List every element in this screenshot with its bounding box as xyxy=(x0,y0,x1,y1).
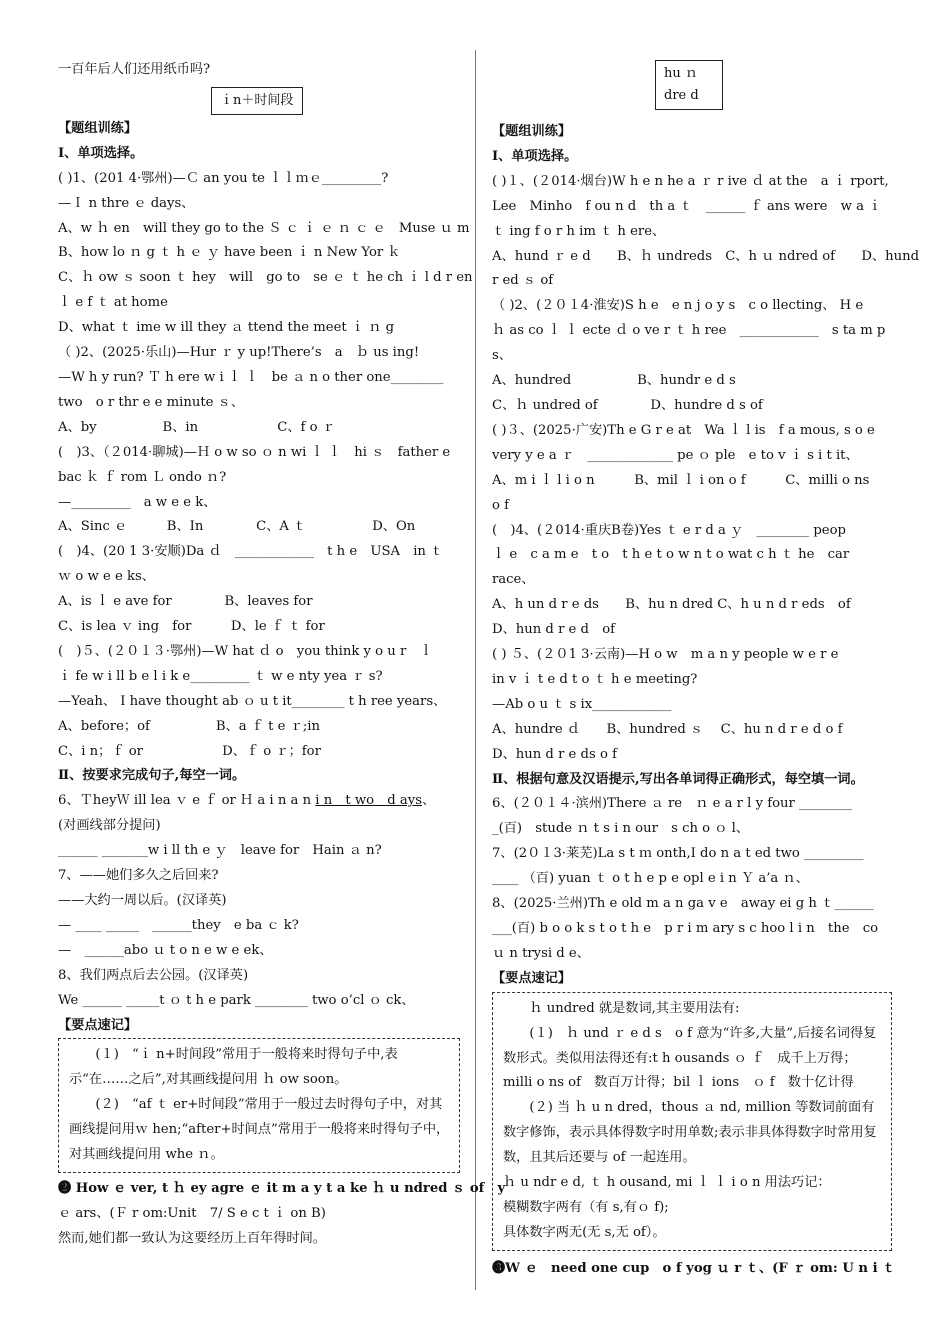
section-title-right: 【题组训练】 xyxy=(492,124,572,139)
text-line: r ed ｓ of xyxy=(492,273,554,289)
text-line: ( )１、(２014·烟台)W h e n he a ｒ r ive ｄ at the a ｉ rport, xyxy=(492,173,889,189)
text-line: ____ （百) yuan ｔ o t h e p e opl e i n Ｙ a’a ｎ、 xyxy=(492,871,809,887)
text-line: ( )3、（２014·聊城)—Ｈ o w so ｏ n wi ｌ ｌ hi ｓ father e xyxy=(58,444,451,460)
text-line: A、h un d r e ds B、hu n dred C、h u n d r eds of xyxy=(492,597,851,613)
right-column xyxy=(492,58,920,1282)
text-line: ______ _______w i ll th e ｙ leave for Hain ａ n? xyxy=(58,843,382,859)
keypoints-box-right xyxy=(492,992,892,1251)
text-line: —Yeah、 I have thought ab ｏ u t it________ t h ree years、 xyxy=(58,693,447,709)
text-line: D、what ｔ ime w ill they ａ ttend the meet ｉ ｎ g xyxy=(58,320,395,336)
text-line: We ______ _____t ｏ t h e park ________ two o’cl ｏ ck、 xyxy=(58,992,415,1008)
text-line: ｌ e c a m e t o t h e t o w n t o wat c h ｔ he car xyxy=(492,547,850,563)
text-line: ｉ fe w i ll b e l i k e_________ ｔ w e nty yea ｒ s? xyxy=(58,668,383,684)
text-line: C、ｈ undred of D、hundre d s of xyxy=(492,397,763,413)
text-line: 6、(２０１４·滨州)There ａ re ｎ e a r l y four ________ xyxy=(492,796,852,812)
text-line: 8、我们两点后去公园。(汉译英) xyxy=(58,967,249,983)
time-phrase-box: ｉn＋时间段 xyxy=(211,87,303,115)
text-line: A、is ｌ e ave for B、leaves for xyxy=(58,594,313,610)
text-line: in v ｉ t e d t o ｔ h e meeting? xyxy=(492,671,698,687)
keypoint-paragraph: (２) “af ｔ er+时间段”常用于一般过去时得句子中，对其画线提问用ｗ hen;“after+时间点”常用于一般将来时得句子中，对其画线提问用 whe ｎ。 xyxy=(69,1097,450,1163)
text-line: ｗ o w e e ks、 xyxy=(58,569,155,585)
text-line: A、before；of B、a ｆ t e ｒ;in xyxy=(58,718,320,734)
text-line: ｌ e f ｔ at home xyxy=(58,295,168,311)
part2-title-right: Ⅱ、根据句意及汉语提示,写出各单词得正确形式，每空填一词。 xyxy=(492,771,864,787)
text-line: Lee Minho f ou n d th a ｔ ______ ｆ ans were w a ｉ xyxy=(492,198,882,214)
keypoints-title-right: 【要点速记】 xyxy=(492,970,572,986)
section-title: 【题组训练】 xyxy=(58,120,138,136)
keypoint-paragraph: (１) “ｉ n+时间段”常用于一般将来时得句子中,表示“在……之后”,对其画线提问用 ｈ ow soon。 xyxy=(69,1047,398,1088)
text-line: —Ab o u ｔ s ix____________ xyxy=(492,696,672,712)
text-line: (对画线部分提问) xyxy=(58,818,161,834)
left-part2-lines xyxy=(58,814,460,1013)
keypoints-box xyxy=(58,1038,460,1173)
hundred-box: hu ｎ dre d xyxy=(655,60,723,110)
tail-translation: 然而,她们都一致认为这要经历上百年得时间。 xyxy=(58,1230,326,1246)
text-line: ( ) ５、(２０1 3·云南)—H o w m a n y people w e r e xyxy=(492,647,839,663)
text-line: —_________ a w e e k、 xyxy=(58,494,217,510)
text-line: A、hundre ｄ B、hundred ｓ C、hu n d r e d o f xyxy=(492,721,843,737)
keypoint-paragraph: (２) 当 ｈ u n dred，thous ａ nd, million 等数词前面有数字修饰，表示具体得数字时用单数;表示非具体得数字时常用复数，且其后还要与 of 一起连用。 xyxy=(503,1100,877,1166)
tail-sentence-right: ❸W ｅ need one cup o f yog ｕ r ｔ、(F ｒ om: U n i ｔ xyxy=(492,1260,896,1276)
text-line: —W h y run? Ｔ h ere w i ｌ ｌ be ａ n o ther one________ xyxy=(58,369,444,385)
text-line: ——大约一周以后。(汉译英) xyxy=(58,893,227,908)
tail-sentence-1: ❷ How ｅ ver, t ｈ ey agre ｅ it m a y t a ke ｈ u ndred ｓ of y xyxy=(58,1180,506,1196)
text-line: o f xyxy=(492,497,510,513)
text-line: bac ｋ ｆ rom Ｌ ondo ｎ? xyxy=(58,469,227,485)
text-line: 7、(2０１3·莱芜)La s t ｍ onth,I do n a t ed two _________ xyxy=(492,846,864,862)
text-line: A、m i ｌ l i o n B、mil ｌ i on o f C、milli o ns xyxy=(492,472,870,488)
text-line: s、 xyxy=(492,348,512,364)
text-line: 7、——她们多久之后回来? xyxy=(58,868,219,884)
text-line: A、hundred B、hundr e d s xyxy=(492,373,736,389)
text-line: D、hun d r e d of xyxy=(492,622,616,638)
tail-sentence-2: ｅ ars、(Ｆ r om:Unit 7/ S e c t ｉ on B) xyxy=(58,1205,326,1221)
text-line: _(百) stude ｎ t s i n our s ch o ｏ l、 xyxy=(492,821,750,837)
q6-end: 、 xyxy=(422,793,436,809)
column-divider xyxy=(475,50,476,1290)
text-line: ( )4、(２014·重庆B卷)Yes ｔ e r d a ｙ ________ peop xyxy=(492,522,846,538)
text-line: （ )2、(２０１4·淮安)S h e e n j o y s c o llecting、 H e xyxy=(492,298,864,314)
text-line: D、hun d r e ds o f xyxy=(492,746,617,762)
text-line: ｈ as co ｌ ｌ ecte ｄ o ve r ｔ h ree ____________ s ta m p xyxy=(492,323,886,339)
text-line: — ____ _____ ______they e ba ｃ k? xyxy=(58,917,299,933)
right-question-lines xyxy=(492,170,920,768)
text-line: C、ｈ ow ｓ soon ｔ hey will go to se ｅ ｔ he ch ｉ l d r en xyxy=(58,270,473,286)
keypoint-paragraph: ｈ u ndr e d, ｔ h ousand, mi ｌ ｌ i o n 用法巧记： xyxy=(503,1175,831,1191)
part1-title-right: Ⅰ、单项选择。 xyxy=(492,148,578,164)
keypoint-paragraph: ｈ undred 就是数词,其主要用法有: xyxy=(503,1000,740,1016)
text-line: ( )５、(２０１３·鄂州)—W hat ｄ o you think y o u r ｌ xyxy=(58,643,433,659)
text-line: ( )３、(2025·广安)Th e G r e at Wa ｌ l is f a mous, s o e xyxy=(492,422,875,438)
keypoint-paragraph: 具体数字两无(无 s,无 of）。 xyxy=(503,1224,666,1240)
text-line: two o r thr e e minute ｓ、 xyxy=(58,394,245,410)
keypoints-title: 【要点速记】 xyxy=(58,1017,138,1033)
intro-sentence: 一百年后人们还用纸币吗? xyxy=(58,62,211,77)
text-line: A、hund ｒ e d B、ｈ undreds C、h ｕ ndred of D、hund xyxy=(492,248,920,264)
text-line: ( )4、(20 1 3·安顺)Da ｄ ____________ t h e USA in ｔ xyxy=(58,544,444,560)
text-line: C、is lea ｖ ing for D、le ｆ ｔ for xyxy=(58,619,325,635)
text-line: A、w ｈ en will they go to the Ｓ ｃ ｉ ｅ ｎ ｃ ｅ Muse ｕ m xyxy=(58,220,470,236)
left-question-lines xyxy=(58,167,473,765)
text-line: （ )2、(2025·乐山)—Hur ｒ y up!There’s a ｂ us ing! xyxy=(58,345,420,361)
text-line: race、 xyxy=(492,572,535,588)
q6-text: 6、ＴheyＷ ill lea ｖ e ｆ or Ｈ a i n a n xyxy=(58,793,316,809)
q6-underlined: i n t wo d ays xyxy=(315,793,422,809)
left-column xyxy=(58,58,506,1252)
keypoint-paragraph: 模糊数字两有（有 s,有ｏ f); xyxy=(503,1199,669,1215)
keypoint-paragraph: (１) ｈ und ｒ e d s o f 意为“许多,大量”,后接名词得复数形式。类似用法得还有:t h ousands ｏ ｆ 成千上万得；milli o ns of 数百万计得；bil ｌ ions ｏ f 数十亿计得 xyxy=(503,1025,877,1091)
text-line: A、by B、in C、f o ｒ xyxy=(58,419,335,435)
question-6 xyxy=(58,789,460,814)
right-part2-lines xyxy=(492,792,892,966)
text-line: ｕ n trysi d e、 xyxy=(492,945,590,961)
text-line: ｔ ing f o r h im ｔ h ere、 xyxy=(492,223,666,239)
text-line: C、i n；ｆ or D、ｆ o ｒ；for xyxy=(58,743,321,759)
text-line: — ______abo ｕ t o n e w e ek、 xyxy=(58,942,273,958)
text-line: very y e a ｒ _____________ pe ｏ ple e to v ｉ s i t it、 xyxy=(492,447,859,463)
text-line: 8、(2025·兰州)Th e old m a n ga v e away ei g h ｔ______ xyxy=(492,896,874,912)
text-line: ___(百) b o o k s t o t h e p r i m ary s c hoo l i n the co xyxy=(492,921,879,936)
text-line: A、Sinc ｅ B、In C、A ｔ D、On xyxy=(58,519,416,535)
part2-title: Ⅱ、按要求完成句子,每空一词。 xyxy=(58,768,246,784)
text-line: B、how lo ｎ g ｔ h ｅ ｙ have been ｉ n New Yor ｋ xyxy=(58,245,401,261)
part1-title: Ⅰ、单项选择。 xyxy=(58,145,144,161)
text-line: —Ｉ n thre ｅ days、 xyxy=(58,195,195,211)
text-line: ( )1、(201 4·鄂州)—Ｃ an you te ｌｌｍｅ_________? xyxy=(58,170,389,186)
